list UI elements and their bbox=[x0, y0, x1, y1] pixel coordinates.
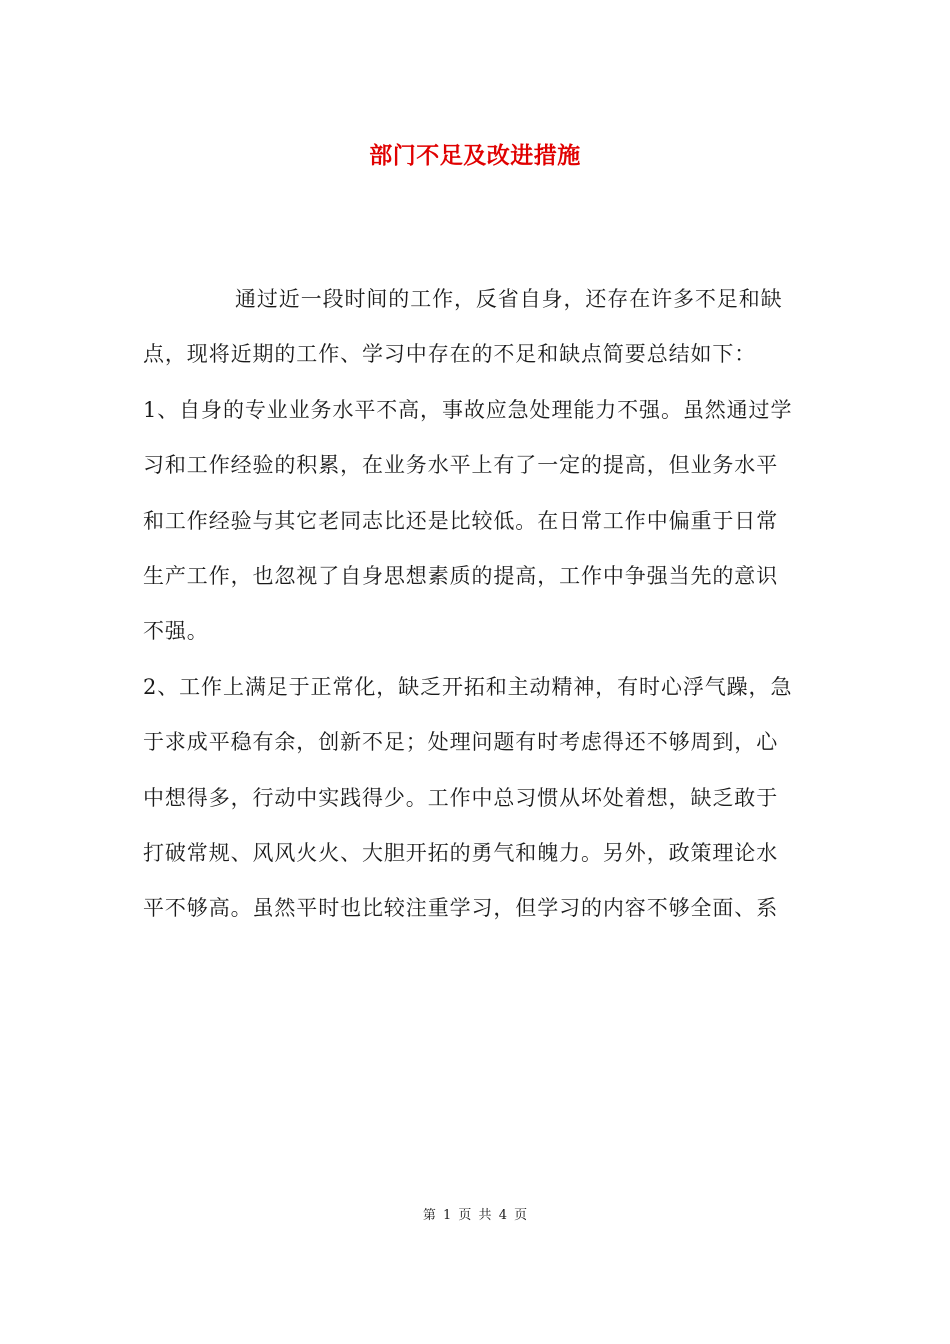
body-line: 点，现将近期的工作、学习中存在的不足和缺点简要总结如下： bbox=[143, 342, 757, 367]
document-title: 部门不足及改进措施 bbox=[369, 142, 581, 169]
body-line: 平不够高。虽然平时也比较注重学习，但学习的内容不够全面、系 bbox=[143, 896, 779, 921]
body-line: 2、工作上满足于正常化，缺乏开拓和主动精神，有时心浮气躁，急 bbox=[143, 674, 793, 699]
body-line: 不强。 bbox=[143, 619, 209, 644]
body-line: 和工作经验与其它老同志比还是比较低。在日常工作中偏重于日常 bbox=[143, 508, 779, 533]
body-line: 打破常规、风风火火、大胆开拓的勇气和魄力。另外，政策理论水 bbox=[143, 840, 779, 865]
body-line: 生产工作，也忽视了自身思想素质的提高，工作中争强当先的意识 bbox=[143, 563, 779, 588]
body-line: 习和工作经验的积累，在业务水平上有了一定的提高，但业务水平 bbox=[143, 453, 779, 478]
page-number-footer: 第 1 页 共 4 页 bbox=[422, 1208, 528, 1223]
body-line: 于求成平稳有余，创新不足；处理问题有时考虑得还不够周到，心 bbox=[143, 730, 779, 755]
body-line: 通过近一段时间的工作，反省自身，还存在许多不足和缺 bbox=[235, 287, 783, 311]
body-line: 1、自身的专业业务水平不高，事故应急处理能力不强。虽然通过学 bbox=[143, 397, 793, 422]
body-line: 中想得多，行动中实践得少。工作中总习惯从坏处着想，缺乏敢于 bbox=[143, 785, 779, 810]
document-body bbox=[143, 272, 807, 937]
